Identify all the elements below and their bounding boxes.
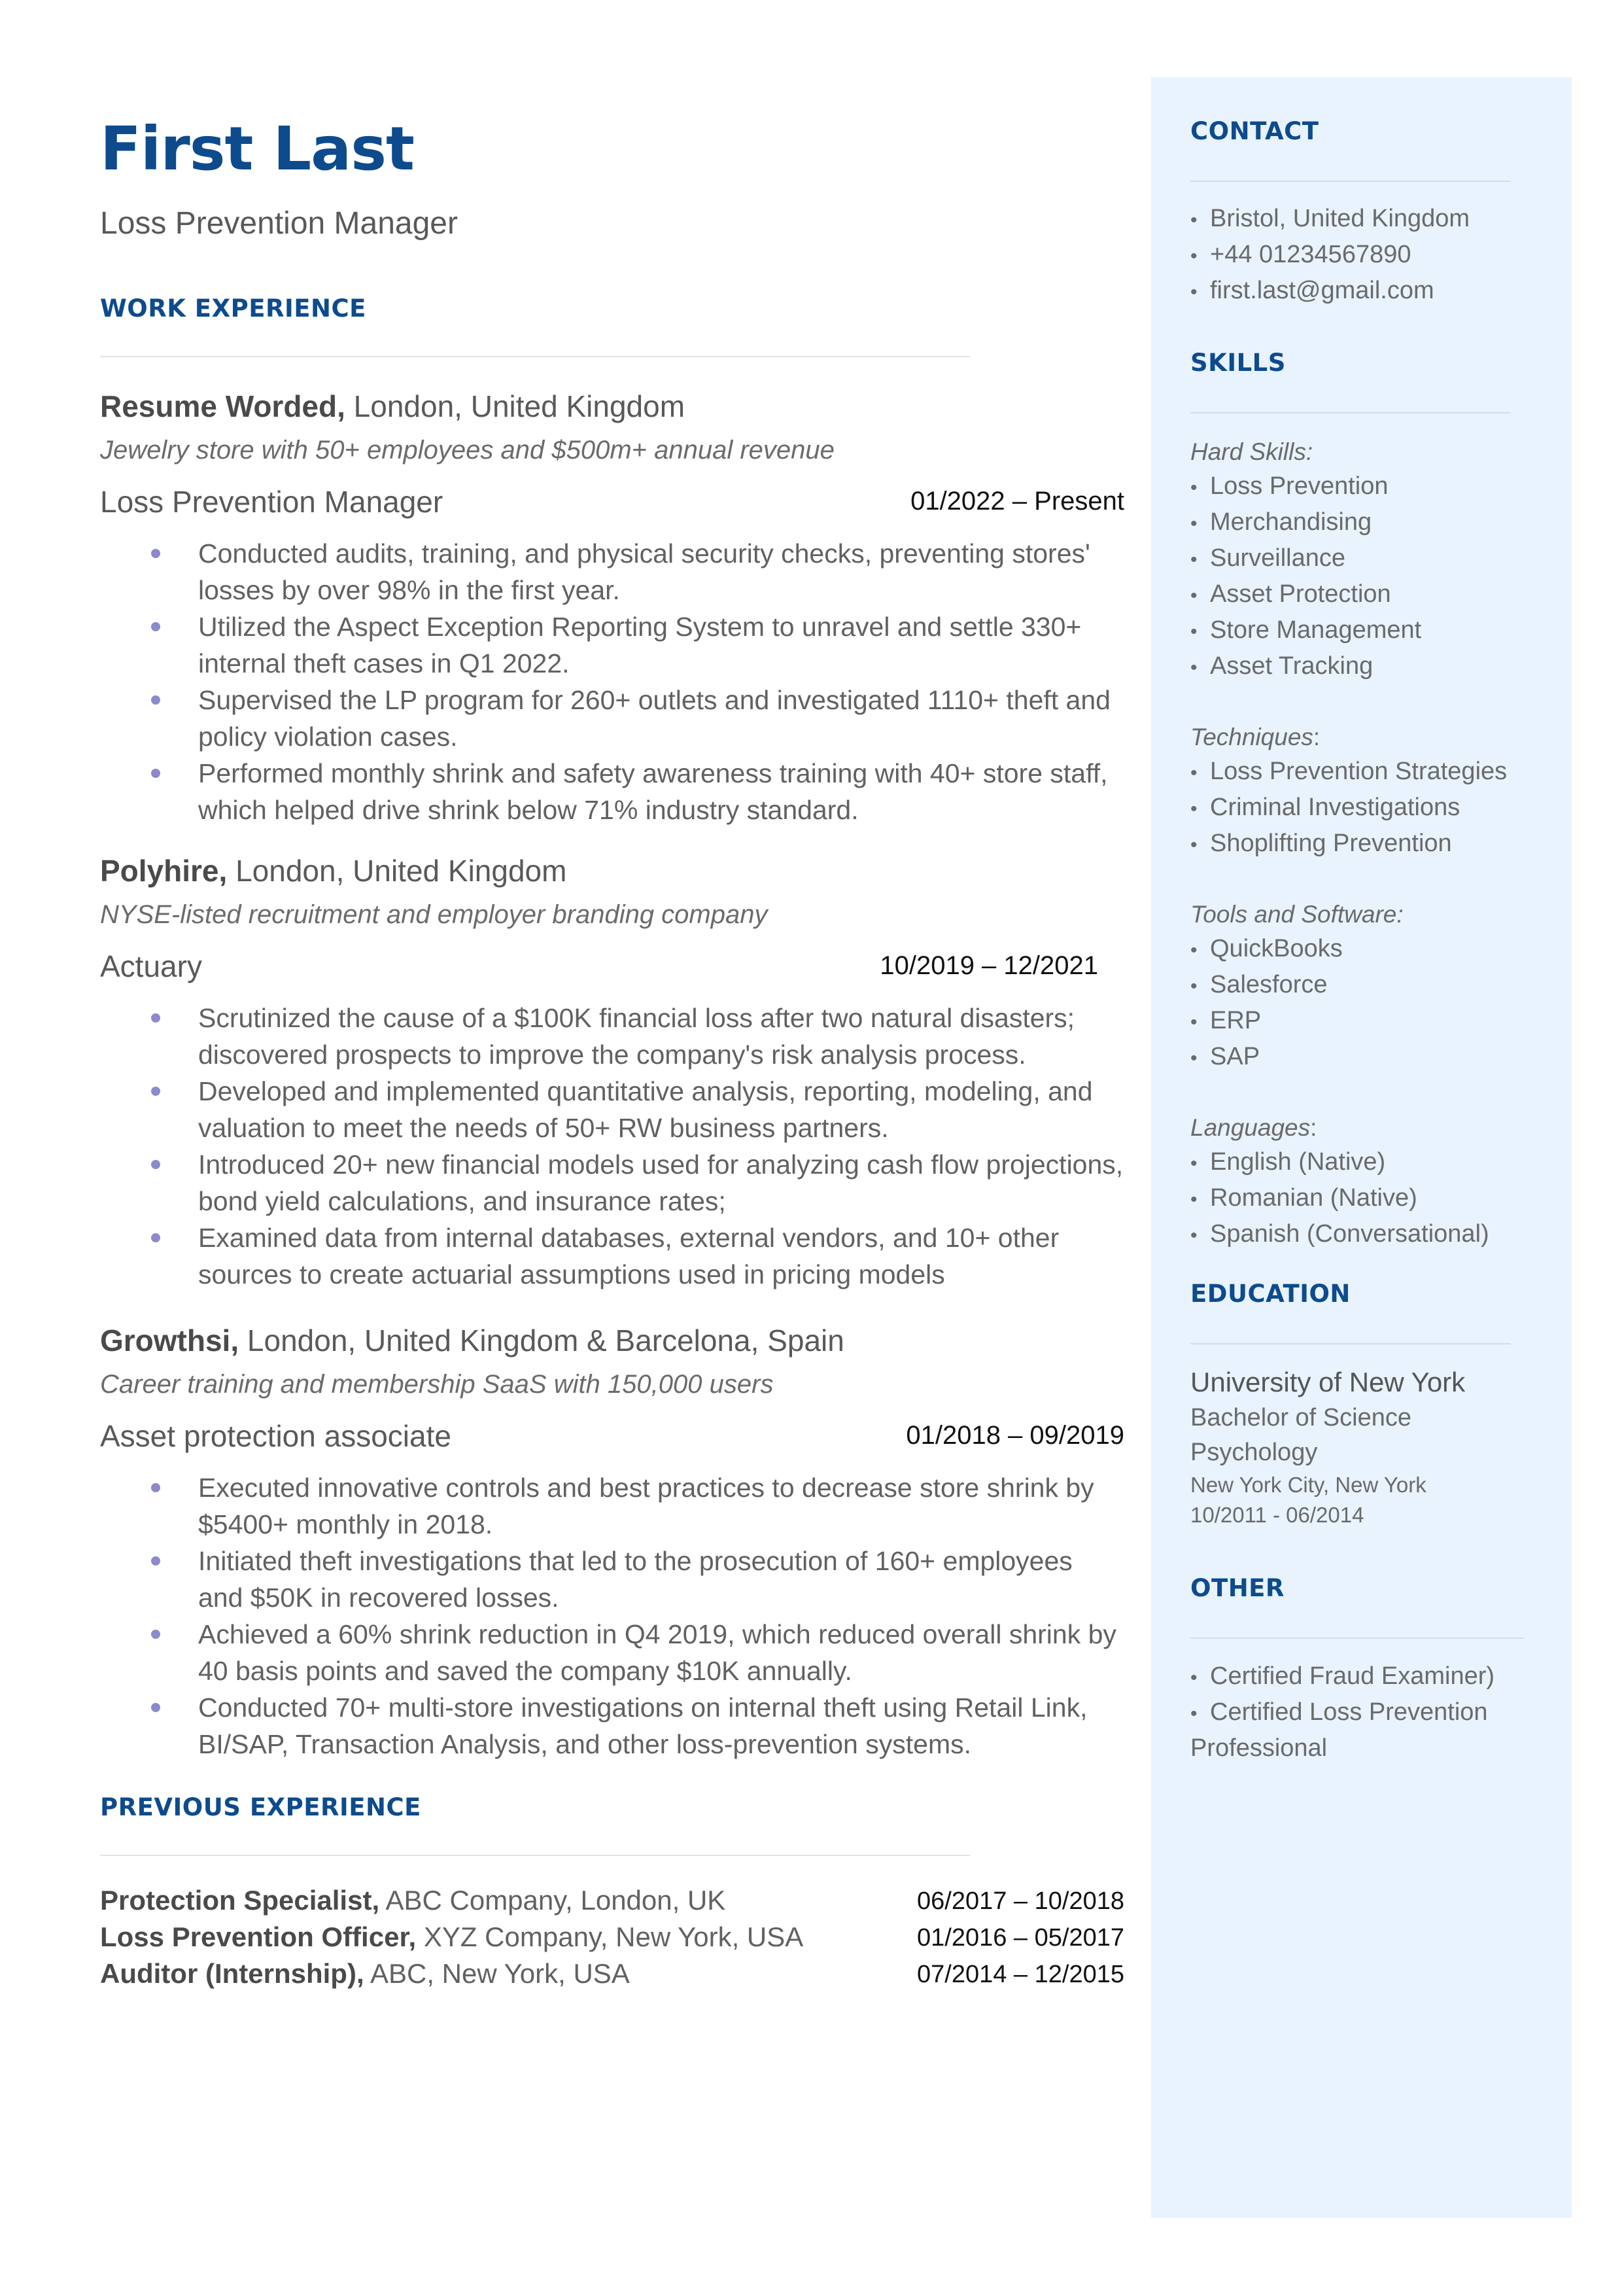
list-item: • Loss Prevention Strategies bbox=[1190, 754, 1557, 790]
company-location: London, United Kingdom bbox=[345, 389, 685, 423]
bullet-icon: • bbox=[1190, 1011, 1198, 1033]
bullet-icon: • bbox=[1190, 621, 1198, 642]
bullet-icon: • bbox=[1190, 834, 1198, 856]
section-divider bbox=[1190, 1343, 1511, 1344]
bullet-dot-icon bbox=[151, 1233, 160, 1242]
list-item: • Asset Tracking bbox=[1190, 649, 1557, 685]
job-role: Asset protection associate bbox=[100, 1419, 451, 1453]
other-list bbox=[1190, 1659, 1557, 1766]
previous-dates: 01/2016 – 05/2017 bbox=[917, 1924, 1124, 1952]
previous-company: ABC Company, London, UK bbox=[379, 1885, 726, 1916]
bullet-dot-icon bbox=[151, 1556, 160, 1566]
other-heading: OTHER bbox=[1190, 1574, 1285, 1602]
contact-location: • Bristol, United Kingdom bbox=[1190, 201, 1557, 237]
list-item: Developed and implemented quantitative analysis, reporting, modeling, and valuation to meet the needs of 50+ RW business partners. bbox=[100, 1073, 1124, 1146]
list-item: • Criminal Investigations bbox=[1190, 790, 1557, 826]
bullet-dot-icon bbox=[151, 1630, 160, 1639]
previous-experience-list bbox=[100, 1884, 1124, 1994]
candidate-name: First Last bbox=[100, 114, 414, 184]
bullet-dot-icon bbox=[151, 1703, 160, 1712]
bullet-icon: • bbox=[1190, 549, 1198, 570]
skills-heading: SKILLS bbox=[1190, 349, 1286, 377]
job-entry bbox=[100, 391, 1124, 828]
previous-company: XYZ Company, New York, USA bbox=[416, 1921, 804, 1952]
previous-dates: 07/2014 – 12/2015 bbox=[917, 1961, 1124, 1988]
previous-role: Loss Prevention Officer, bbox=[100, 1921, 417, 1952]
bullet-dot-icon bbox=[151, 549, 160, 558]
contact-phone: • +44 01234567890 bbox=[1190, 237, 1557, 273]
list-item: Executed innovative controls and best practices to decrease store shrink by $5400+ monthly in 2018. bbox=[100, 1469, 1124, 1543]
list-item: • English (Native) bbox=[1190, 1145, 1557, 1181]
bullet-icon: • bbox=[1190, 513, 1198, 534]
bullet-icon: • bbox=[1190, 975, 1198, 997]
list-item bbox=[100, 1884, 1124, 1921]
contact-heading: CONTACT bbox=[1190, 117, 1319, 145]
list-item: Scrutinized the cause of a $100K financial loss after two natural disasters; discovered prospects to improve the company's risk analysis process. bbox=[100, 1000, 1124, 1073]
bullet-dot-icon bbox=[151, 769, 160, 778]
list-item: Initiated theft investigations that led to the prosecution of 160+ employees and $50K in recovered losses. bbox=[100, 1543, 1124, 1616]
role-row bbox=[100, 487, 1124, 526]
sidebar bbox=[1151, 77, 1572, 2218]
bullet-dot-icon bbox=[151, 622, 160, 631]
company-line bbox=[100, 1325, 1124, 1356]
bullet-icon: • bbox=[1190, 281, 1198, 303]
candidate-title: Loss Prevention Manager bbox=[100, 206, 458, 241]
bullet-dot-icon bbox=[151, 695, 160, 705]
list-item-continuation: Professional bbox=[1190, 1734, 1328, 1762]
company-description: Career training and membership SaaS with 150,000 users bbox=[100, 1370, 774, 1399]
list-item: • Romanian (Native) bbox=[1190, 1181, 1557, 1217]
bullet-icon: • bbox=[1190, 585, 1198, 606]
contact-list bbox=[1190, 201, 1557, 309]
list-item: Conducted audits, training, and physical security checks, preventing stores' losses by over 98% in the first year. bbox=[100, 535, 1124, 608]
skill-category: Hard Skills: bbox=[1190, 438, 1313, 465]
job-entry bbox=[100, 1325, 1124, 1762]
list-item bbox=[100, 1921, 1124, 1957]
company-name: Resume Worded, bbox=[100, 389, 345, 423]
list-item: Supervised the LP program for 260+ outlets and investigated 1110+ theft and policy violation cases. bbox=[100, 682, 1124, 755]
previous-role: Auditor (Internship), bbox=[100, 1958, 364, 1989]
skill-category: Languages: bbox=[1190, 1114, 1317, 1141]
bullet-icon: • bbox=[1190, 1189, 1198, 1210]
skill-category: Tools and Software: bbox=[1190, 901, 1404, 928]
previous-experience-heading: PREVIOUS EXPERIENCE bbox=[100, 1793, 421, 1821]
bullet-icon: • bbox=[1190, 209, 1198, 231]
list-item: Achieved a 60% shrink reduction in Q4 2019, which reduced overall shrink by 40 basis points and saved the company $10K annually. bbox=[100, 1616, 1124, 1689]
company-line bbox=[100, 856, 1124, 886]
bullet-icon: • bbox=[1190, 245, 1198, 267]
list-item: Performed monthly shrink and safety awareness training with 40+ store staff, which helped drive shrink below 71% industry standard. bbox=[100, 755, 1124, 828]
bullet-icon: • bbox=[1190, 939, 1198, 961]
list-item: • Surveillance bbox=[1190, 541, 1557, 577]
list-item: • QuickBooks bbox=[1190, 932, 1557, 968]
degree: Bachelor of Science bbox=[1190, 1404, 1411, 1431]
list-item: • SAP bbox=[1190, 1040, 1557, 1076]
job-dates: 01/2022 – Present bbox=[910, 487, 1124, 516]
education-dates: 10/2011 - 06/2014 bbox=[1190, 1503, 1364, 1527]
list-item: Conducted 70+ multi-store investigations on internal theft using Retail Link, BI/SAP, Transaction Analysis, and other loss-prevention systems. bbox=[100, 1689, 1124, 1762]
list-item: Examined data from internal databases, external vendors, and 10+ other sources to create actuarial assumptions used in pricing models bbox=[100, 1219, 1124, 1293]
list-item: • Certified Fraud Examiner) bbox=[1190, 1659, 1557, 1695]
school-name: University of New York bbox=[1190, 1367, 1466, 1397]
achievement-list bbox=[100, 1469, 1124, 1762]
field-of-study: Psychology bbox=[1190, 1439, 1318, 1466]
previous-role: Protection Specialist, bbox=[100, 1885, 380, 1916]
work-experience-heading: WORK EXPERIENCE bbox=[100, 294, 366, 323]
bullet-icon: • bbox=[1190, 1153, 1198, 1174]
role-row bbox=[100, 951, 1124, 990]
company-location: London, United Kingdom bbox=[227, 854, 567, 888]
section-divider bbox=[100, 1855, 970, 1856]
job-role: Loss Prevention Manager bbox=[100, 485, 443, 519]
bullet-icon: • bbox=[1190, 657, 1198, 678]
bullet-icon: • bbox=[1190, 477, 1198, 499]
list-item: • Loss Prevention bbox=[1190, 469, 1557, 505]
company-name: Polyhire, bbox=[100, 854, 228, 888]
job-entry bbox=[100, 856, 1124, 1293]
education-entry bbox=[1190, 1364, 1557, 1530]
list-item: Utilized the Aspect Exception Reporting System to unravel and settle 330+ internal theft cases in Q1 2022. bbox=[100, 608, 1124, 682]
bullet-dot-icon bbox=[151, 1087, 160, 1096]
resume-header bbox=[100, 111, 1124, 239]
list-item: • Spanish (Conversational) bbox=[1190, 1217, 1557, 1253]
company-description: Jewelry store with 50+ employees and $500m+ annual revenue bbox=[100, 436, 835, 464]
education-heading: EDUCATION bbox=[1190, 1280, 1351, 1308]
job-role: Actuary bbox=[100, 949, 202, 983]
bullet-icon: • bbox=[1190, 1667, 1198, 1689]
company-location: London, United Kingdom & Barcelona, Spain bbox=[239, 1323, 844, 1358]
company-line bbox=[100, 391, 1124, 421]
achievement-list bbox=[100, 535, 1124, 828]
company-name: Growthsi, bbox=[100, 1323, 239, 1358]
previous-company: ABC, New York, USA bbox=[364, 1958, 630, 1989]
bullet-icon: • bbox=[1190, 1703, 1198, 1725]
list-item: • Asset Protection bbox=[1190, 577, 1557, 613]
bullet-dot-icon bbox=[151, 1160, 160, 1169]
job-dates: 10/2019 – 12/2021 bbox=[880, 951, 1098, 980]
list-item: Introduced 20+ new financial models used for analyzing cash flow projections, bond yield calculations, and insurance rates; bbox=[100, 1146, 1124, 1219]
skill-category: Techniques: bbox=[1190, 724, 1321, 750]
list-item: • Merchandising bbox=[1190, 505, 1557, 541]
section-divider bbox=[1190, 1638, 1524, 1639]
job-dates: 01/2018 – 09/2019 bbox=[906, 1421, 1124, 1450]
school-location: New York City, New York bbox=[1190, 1473, 1426, 1497]
list-item: • Store Management bbox=[1190, 613, 1557, 649]
bullet-icon: • bbox=[1190, 798, 1198, 820]
list-item: • Shoplifting Prevention bbox=[1190, 826, 1557, 862]
section-divider bbox=[1190, 412, 1511, 413]
role-row bbox=[100, 1421, 1124, 1460]
section-divider bbox=[1190, 181, 1511, 182]
list-item: • Salesforce bbox=[1190, 968, 1557, 1004]
achievement-list bbox=[100, 1000, 1124, 1293]
section-divider bbox=[100, 356, 970, 357]
bullet-icon: • bbox=[1190, 1225, 1198, 1246]
contact-email[interactable]: • first.last@gmail.com bbox=[1190, 273, 1557, 309]
bullet-dot-icon bbox=[151, 1483, 160, 1492]
previous-dates: 06/2017 – 10/2018 bbox=[917, 1887, 1124, 1915]
company-description: NYSE-listed recruitment and employer branding company bbox=[100, 900, 768, 929]
list-item bbox=[100, 1957, 1124, 1994]
bullet-icon: • bbox=[1190, 1047, 1198, 1069]
skills-list bbox=[1190, 434, 1557, 1253]
bullet-dot-icon bbox=[151, 1013, 160, 1023]
bullet-icon: • bbox=[1190, 762, 1198, 784]
list-item: • ERP bbox=[1190, 1004, 1557, 1040]
list-item: • Certified Loss Prevention bbox=[1190, 1695, 1557, 1731]
